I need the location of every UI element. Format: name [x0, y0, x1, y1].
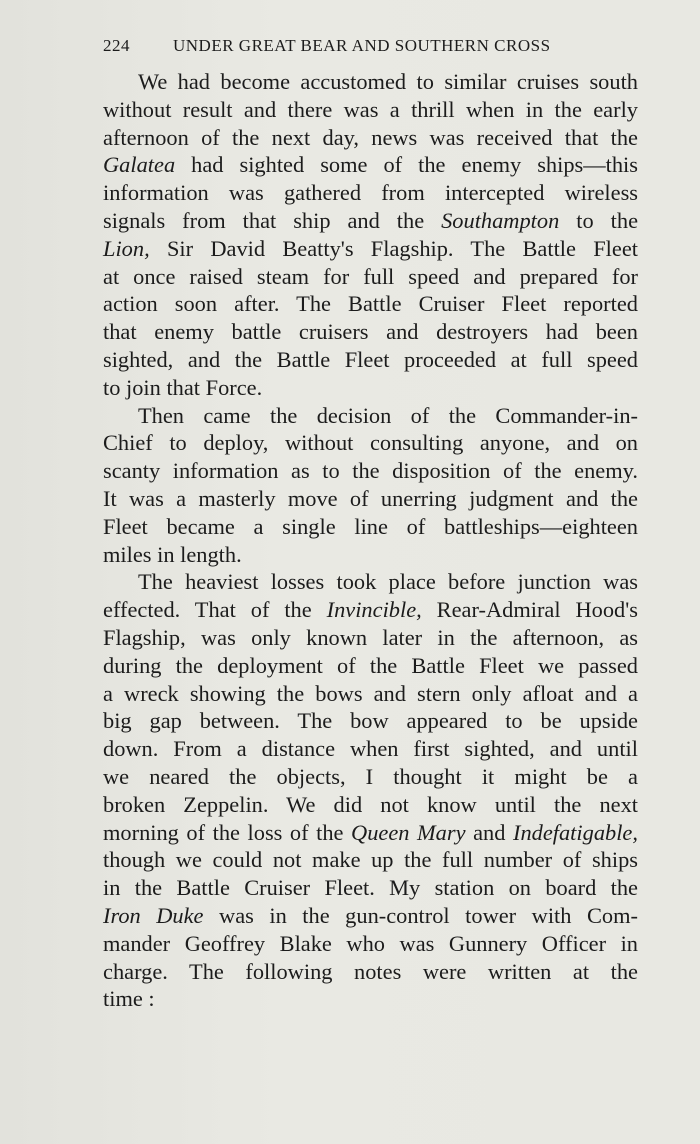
text-line — [103, 151, 638, 179]
page-number: 224 — [103, 36, 130, 55]
text-line — [103, 902, 638, 930]
text-line: though we could not make up the full number of ships — [103, 847, 638, 873]
text-line: time : — [103, 986, 155, 1012]
italic-title: Lion, — [103, 235, 150, 261]
italic-title: Invincible, — [326, 597, 422, 623]
text-line: miles in length. — [103, 541, 242, 567]
text-segment: effected. That of the — [103, 597, 327, 623]
italic-title: Indefatigable, — [512, 819, 638, 845]
text-line: Then came the decision of the Commander-in- — [138, 402, 638, 428]
text-line: afternoon of the next day, news was received that the — [103, 124, 638, 150]
text-line: Chief to deploy, without consulting anyone, and on — [103, 430, 638, 456]
text-line: big gap between. The bow appeared to be upside — [103, 708, 638, 734]
text-line — [103, 207, 638, 235]
text-line: mander Geoffrey Blake who was Gunnery Officer in — [103, 930, 638, 956]
text-line: sighted, and the Battle Fleet proceeded at full speed — [103, 346, 638, 372]
text-segment: signals from that ship and the — [103, 207, 442, 233]
running-title: UNDER GREAT BEAR AND SOUTHERN CROSS — [173, 36, 551, 55]
text-line: The heaviest losses took place before junction was — [138, 569, 638, 595]
italic-title: Southampton — [441, 207, 560, 233]
text-line — [103, 235, 638, 263]
text-line: a wreck showing the bows and stern only afloat and a — [103, 680, 638, 706]
text-line: that enemy battle cruisers and destroyers had been — [103, 319, 638, 345]
text-line — [103, 819, 638, 847]
text-line: scanty information as to the disposition of the enemy. — [103, 458, 638, 484]
text-line: broken Zeppelin. We did not know until the next — [103, 791, 638, 817]
text-segment: morning of the loss of the — [103, 819, 352, 845]
italic-title: Galatea — [103, 152, 176, 178]
text-line: It was a masterly move of unerring judgment and the — [103, 485, 638, 511]
text-segment: and — [465, 819, 513, 845]
italic-title: Queen Mary — [351, 819, 466, 845]
text-line: in the Battle Cruiser Fleet. My station on board the — [103, 875, 638, 901]
text-line: to join that Force. — [103, 374, 263, 400]
text-segment: had sighted some of the enemy ships—this — [175, 152, 638, 178]
text-line: we neared the objects, I thought it might be a — [103, 763, 638, 789]
text-line: down. From a distance when first sighted, and until — [103, 736, 638, 762]
text-segment: to the — [559, 207, 639, 233]
text-line: without result and there was a thrill when in the early — [103, 96, 638, 122]
text-line: at once raised steam for full speed and prepared for — [103, 263, 638, 289]
text-segment: Sir David Beatty's Flagship. The Battle Fleet — [149, 235, 638, 261]
text-segment: Rear-Admiral Hood's — [421, 597, 639, 623]
text-line: Flagship, was only known later in the afternoon, as — [103, 624, 638, 650]
text-segment: was in the gun-control tower with Com- — [203, 902, 638, 928]
text-line: We had become accustomed to similar cruises south — [138, 69, 638, 94]
text-line: information was gathered from intercepted wireless — [103, 180, 638, 206]
text-line: charge. The following notes were written at the — [103, 958, 638, 984]
text-line: during the deployment of the Battle Fleet we passed — [103, 652, 638, 678]
text-line — [103, 596, 638, 624]
text-line: action soon after. The Battle Cruiser Fleet reported — [103, 291, 638, 317]
text-line: Fleet became a single line of battleships—eighteen — [103, 513, 638, 539]
body-text — [103, 68, 638, 1013]
running-header — [103, 36, 643, 56]
italic-title: Iron Duke — [103, 902, 204, 928]
